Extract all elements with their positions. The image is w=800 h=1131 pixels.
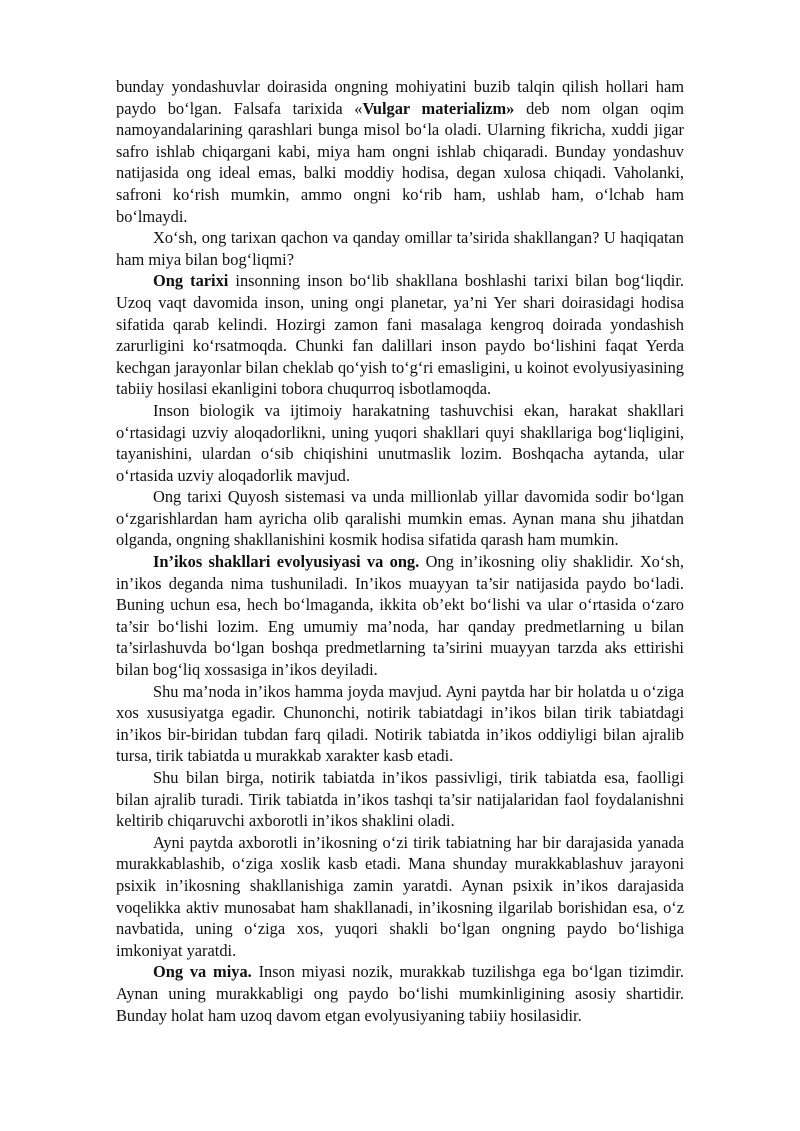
bold-term-ong-tarixi: Ong tarixi: [153, 271, 229, 291]
paragraph-text: Inson miyasi nozik, murakkab tuzilishga ega bo‘lgan tizimdir. Aynan uning murakkabligi ong paydo bo‘lishi mumkinligining asosiy shartidir. Bunday holat ham uzoq davom etgan evolyusiyaning tabiiy hosilasidir.: [116, 962, 685, 1025]
paragraph-text: Shu bilan birga, notirik tabiatda in’ikos passivligi, tirik tabiatda esa, faolligi bilan ajralib turadi. Tirik tabiatda in’ikos tashqi ta’sir natijalaridan faol foydalanishni keltirib chiqaruvchi axborotli in’ikos shaklini oladi.: [116, 768, 684, 831]
paragraph-text: Ong tarixi Quyosh sistemasi va unda millionlab yillar davomida sodir bo‘lgan o‘zgarishlardan ham ayricha olib qaralishi mumkin emas. Aynan mana shu jihatdan olganda, ongning shakllanishini kosmik hodisa sifatida qarash ham mumkin.: [116, 487, 684, 550]
paragraph-text: Ong in’ikosning oliy shaklidir. Xo‘sh, in’ikos deganda nima tushuniladi. In’ikos muayyan ta’sir natijasida paydo bo‘ladi. Buning uchun esa, hech bo‘lmaganda, ikkita ob’ekt bo‘lishi va ular o‘rtasida o‘zaro ta’sir bo‘lishi lozim. Eng umumiy ma’noda, har qanday predmetlarning u bilan ta’sirlashuvda bo‘lgan boshqa predmetlarning ta’sirini muayyan tarzda aks ettirishi bilan bog‘liq xossasiga in’ikos deyiladi.: [116, 552, 684, 680]
paragraph-text: bunday yondashuvlar doirasida ongning mohiyatini buzib talqin qilish hollari ham paydo bo‘lgan. Falsafa tarixida «: [116, 77, 684, 118]
paragraph: [116, 400, 684, 486]
section-heading-ong-va-miya: Ong va miya.: [153, 962, 252, 982]
paragraph: [116, 270, 684, 400]
paragraph-text: insonning inson bo‘lib shakllana boshlashi tarixi bilan bog‘liqdir. Uzoq vaqt davomida inson, uning ongi planetar, ya’ni Yer shari doirasidagi hodisa sifatida qarab kelindi. Hozirgi zamon fani masalaga kengroq doirada yondashish zarurligini ko‘rsatmoqda. Chunki fan dalillari inson paydo bo‘lishini faqat Yerda kechgan jarayonlar bilan cheklab qo‘yish to‘g‘ri emasligini, u koinot evolyusiyasining tabiiy hosilasi ekanligini tobora chuqurroq isbotlamoqda.: [116, 271, 684, 399]
paragraph-text: Shu ma’noda in’ikos hamma joyda mavjud. Ayni paytda har bir holatda u o‘ziga xos xususiyatga egadir. Chunonchi, notirik tabiatdagi in’ikos bilan tirik tabiatdagi in’ikos bir-biridan tubdan farq qiladi. Notirik tabiatda in’ikos oddiyligi bilan ajralib tursa, tirik tabiatda u murakkab xarakter kasb etadi.: [116, 681, 684, 766]
paragraph: [116, 961, 684, 1026]
document-page: [116, 76, 684, 1026]
paragraph-text: Ayni paytda axborotli in’ikosning o‘zi tirik tabiatning har bir darajasida yanada murakkablashib, o‘ziga xoslik kasb etadi. Mana shunday murakkablashuv jarayoni psixik in’ikosning shakllanishiga zamin yaratdi. Aynan psixik in’ikos darajasida voqelikka aktiv munosabat ham shakllanadi, in’ikosning ilgarilab borishidan esa, o‘z navbatida, uning o‘ziga xos, yuqori shakli bo‘lgan ongning paydo bo‘lishiga imkoniyat yaratdi.: [116, 832, 684, 960]
paragraph: [116, 486, 684, 551]
paragraph: [116, 767, 684, 832]
section-heading-inikos-shakllari: In’ikos shakllari evolyusiyasi va ong.: [153, 552, 420, 572]
paragraph-text: Inson biologik va ijtimoiy harakatning tashuvchisi ekan, harakat shakllari o‘rtasidagi uzviy aloqadorlikni, uning yuqori shakllari quyi shakllariga bog‘liqligini, tayanishini, ulardan o‘sib chiqishini unutmaslik lozim. Boshqacha aytanda, ular o‘rtasida uzviy aloqadorlik mavjud.: [116, 400, 684, 485]
paragraph: [116, 227, 684, 270]
paragraph: [116, 551, 684, 681]
paragraph: [116, 681, 684, 767]
paragraph: [116, 76, 684, 227]
paragraph: [116, 832, 684, 962]
bold-term-vulgar-materializm: Vulgar materializm»: [362, 98, 515, 118]
paragraph-text: deb nom olgan oqim namoyandalarining qarashlari bunga misol bo‘la oladi. Ularning fikricha, xuddi jigar safro ishlab chiqargani kabi, miya ham ongni ishlab chiqaradi. Bunday yondashuv natijasida ong ideal emas, balki moddiy hodisa, degan xulosa chiqadi. Vaholanki, safroni ko‘rish mumkin, ammo ongni ko‘rib ham, ushlab ham, o‘lchab ham bo‘lmaydi.: [116, 98, 684, 226]
paragraph-text: Xo‘sh, ong tarixan qachon va qanday omillar ta’sirida shakllangan? U haqiqatan ham miya bilan bog‘liqmi?: [116, 228, 684, 269]
